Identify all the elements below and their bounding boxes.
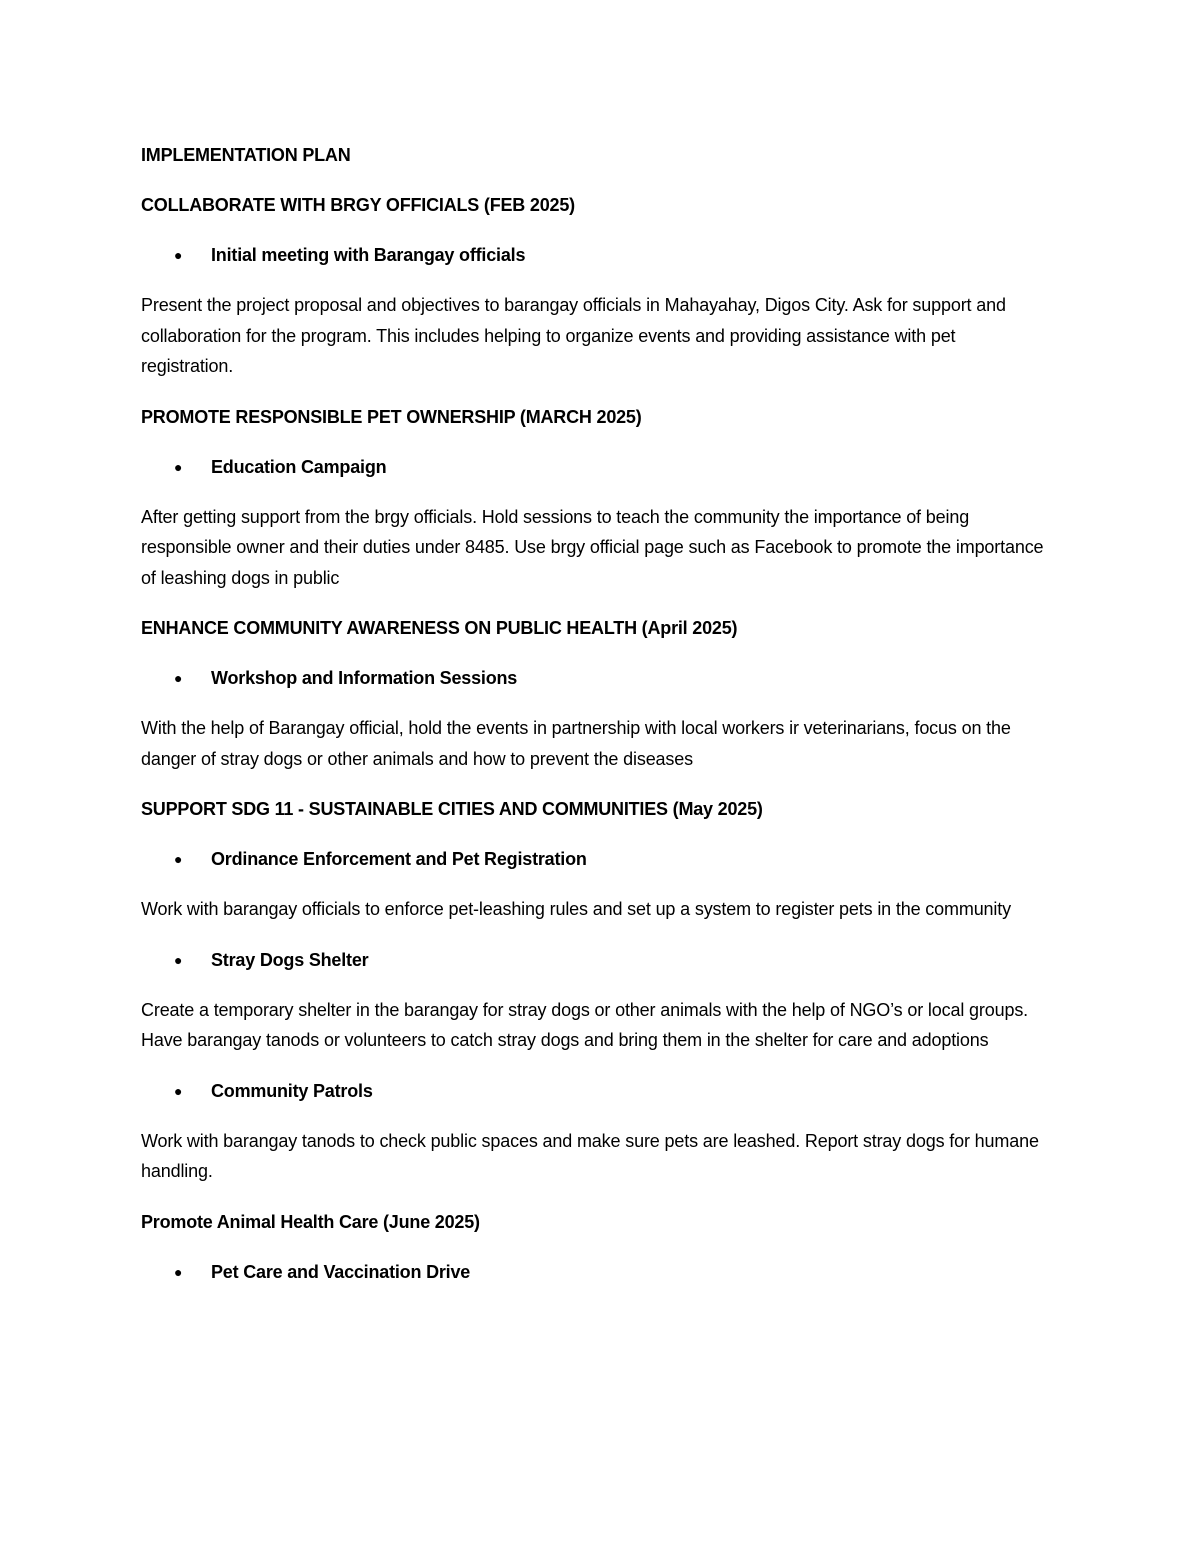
paragraph: Present the project proposal and objectives to barangay officials in Mahayahay, Digos City. Ask for support and collaboration for the program. This includes helping to organize events and providing assistance with pet registration.	[141, 295, 1006, 376]
bullet-item	[141, 452, 1046, 482]
bullet-item	[141, 1257, 1046, 1287]
bullet-icon: ●	[174, 1082, 183, 1099]
bullet-label: Ordinance Enforcement and Pet Registration	[211, 849, 587, 869]
bullet-icon: ●	[174, 458, 183, 475]
bullet-label: Initial meeting with Barangay officials	[211, 245, 526, 265]
bullet-item	[141, 945, 1046, 975]
paragraph: Create a temporary shelter in the barangay for stray dogs or other animals with the help of NGO’s or local groups. Have barangay tanods or volunteers to catch stray dogs and bring them in the shelter for care and adoptions	[141, 999, 1029, 1050]
document-title: IMPLEMENTATION PLAN	[141, 145, 351, 165]
document-body	[141, 140, 1046, 1307]
bullet-icon: ●	[174, 247, 183, 263]
paragraph: Work with barangay tanods to check public spaces and make sure pets are leashed. Report stray dogs for humane handling.	[141, 1130, 1039, 1181]
bullet-label: Workshop and Information Sessions	[211, 668, 518, 688]
bullet-item	[141, 663, 1046, 693]
bullet-icon: ●	[174, 1263, 183, 1280]
bullet-item	[141, 844, 1046, 874]
bullet-icon: ●	[174, 670, 183, 686]
bullet-label: Education Campaign	[211, 456, 387, 477]
paragraph: After getting support from the brgy officials. Hold sessions to teach the community the importance of being responsible owner and their duties under 8485. Use brgy official page such as Facebook to promote the importance of leashing dogs in public	[141, 506, 1044, 588]
section-heading: SUPPORT SDG 11 - SUSTAINABLE CITIES AND COMMUNITIES (May 2025)	[141, 799, 763, 819]
bullet-label: Community Patrols	[211, 1080, 373, 1101]
bullet-item	[141, 1076, 1046, 1106]
bullet-item	[141, 240, 1046, 270]
section-heading: PROMOTE RESPONSIBLE PET OWNERSHIP (MARCH 2025)	[141, 406, 642, 427]
section-heading: COLLABORATE WITH BRGY OFFICIALS (FEB 2025)	[141, 195, 575, 215]
bullet-label: Pet Care and Vaccination Drive	[211, 1261, 471, 1282]
bullet-label: Stray Dogs Shelter	[211, 949, 369, 970]
bullet-icon: ●	[174, 951, 183, 968]
section-heading: ENHANCE COMMUNITY AWARENESS ON PUBLIC HEALTH (April 2025)	[141, 618, 738, 638]
section-heading: Promote Animal Health Care (June 2025)	[141, 1211, 480, 1232]
bullet-icon: ●	[174, 851, 183, 867]
paragraph: With the help of Barangay official, hold the events in partnership with local workers ir veterinarians, focus on the danger of stray dogs or other animals and how to prevent the diseases	[141, 718, 1011, 769]
paragraph: Work with barangay officials to enforce pet-leashing rules and set up a system to register pets in the community	[141, 899, 1011, 919]
